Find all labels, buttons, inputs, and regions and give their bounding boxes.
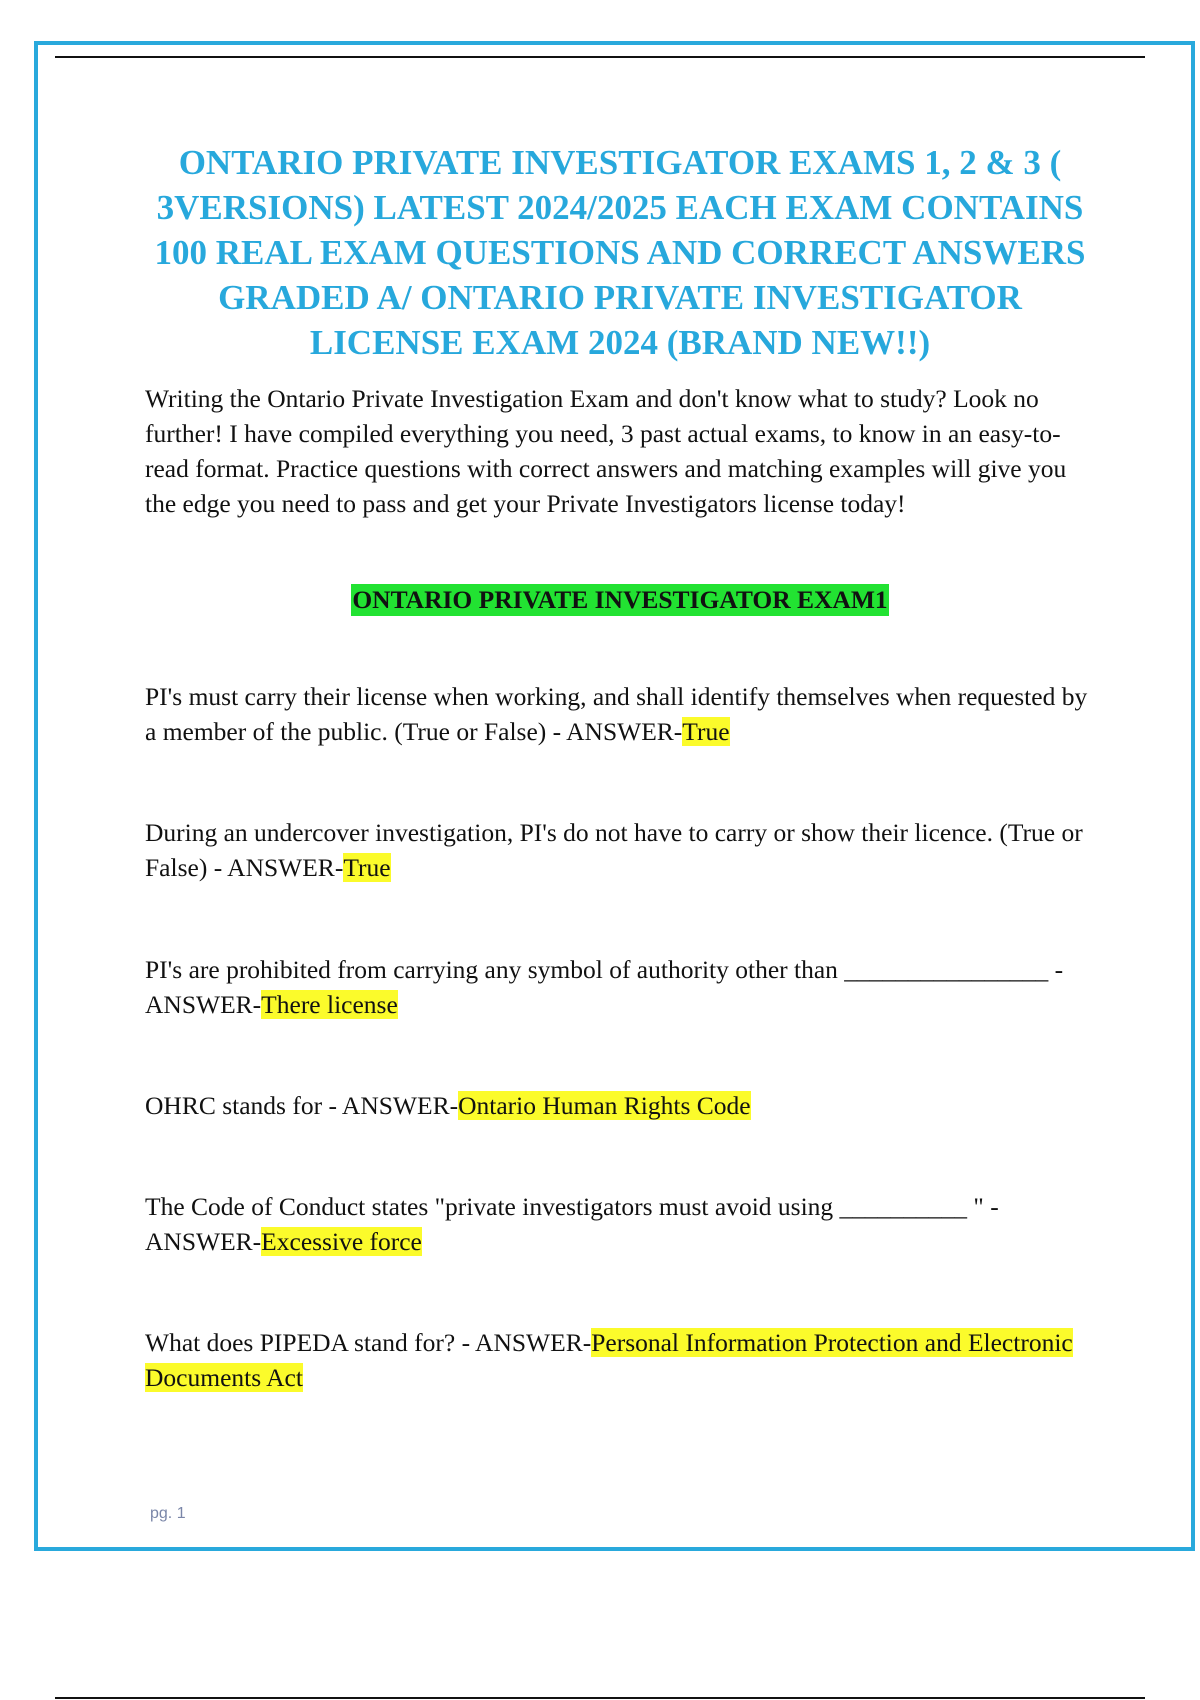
question-item — [145, 815, 1095, 885]
question-text: What does PIPEDA stand for? - ANSWER- — [145, 1328, 592, 1357]
question-text: The Code of Conduct states "private investigators must avoid using __________ " - ANSWER- — [145, 1192, 999, 1256]
section-heading-wrap — [145, 584, 1095, 616]
document-body — [145, 140, 1095, 1395]
question-item — [145, 952, 1095, 1022]
question-item — [145, 679, 1095, 749]
answer-highlight: Personal Information Protection and Electronic Documents Act — [145, 1328, 1073, 1392]
section-heading: ONTARIO PRIVATE INVESTIGATOR EXAM1 — [352, 585, 888, 614]
bottom-rule — [55, 1697, 1145, 1699]
question-text: OHRC stands for - ANSWER- — [145, 1091, 459, 1120]
page-number: pg. 1 — [150, 1505, 186, 1522]
question-item — [145, 1325, 1095, 1395]
question-text: PI's must carry their license when working, and shall identify themselves when requested by a member of the public. (True or False) - ANSWER- — [145, 682, 1088, 746]
answer-highlight: True — [682, 717, 730, 746]
question-text: PI's are prohibited from carrying any symbol of authority other than ________________ - ANSWER- — [145, 955, 1064, 1019]
question-item — [145, 1088, 1095, 1123]
question-item — [145, 1189, 1095, 1259]
top-rule — [55, 56, 1145, 58]
intro-paragraph: Writing the Ontario Private Investigation Exam and don't know what to study? Look no further! I have compiled everything you need, 3 past actual exams, to know in an easy-to-read format. Practice questions with correct answers and matching examples will give you the edge you need to pass and get your Private Investigators license today! — [145, 384, 1067, 518]
answer-highlight: Ontario Human Rights Code — [458, 1091, 751, 1120]
answer-highlight: Excessive force — [261, 1227, 422, 1256]
question-text: During an undercover investigation, PI's do not have to carry or show their licence. (True or False) - ANSWER- — [145, 818, 1083, 882]
document-title: ONTARIO PRIVATE INVESTIGATOR EXAMS 1, 2 & 3 ( 3VERSIONS) LATEST 2024/2025 EACH EXAM CONTAINS 100 REAL EXAM QUESTIONS AND CORRECT ANSWERS GRADED A/ ONTARIO PRIVATE INVESTIGATOR LICENSE EXAM 2024 (BRAND NEW!!) — [154, 143, 1086, 362]
answer-highlight: There license — [261, 990, 398, 1019]
answer-highlight: True — [343, 853, 391, 882]
